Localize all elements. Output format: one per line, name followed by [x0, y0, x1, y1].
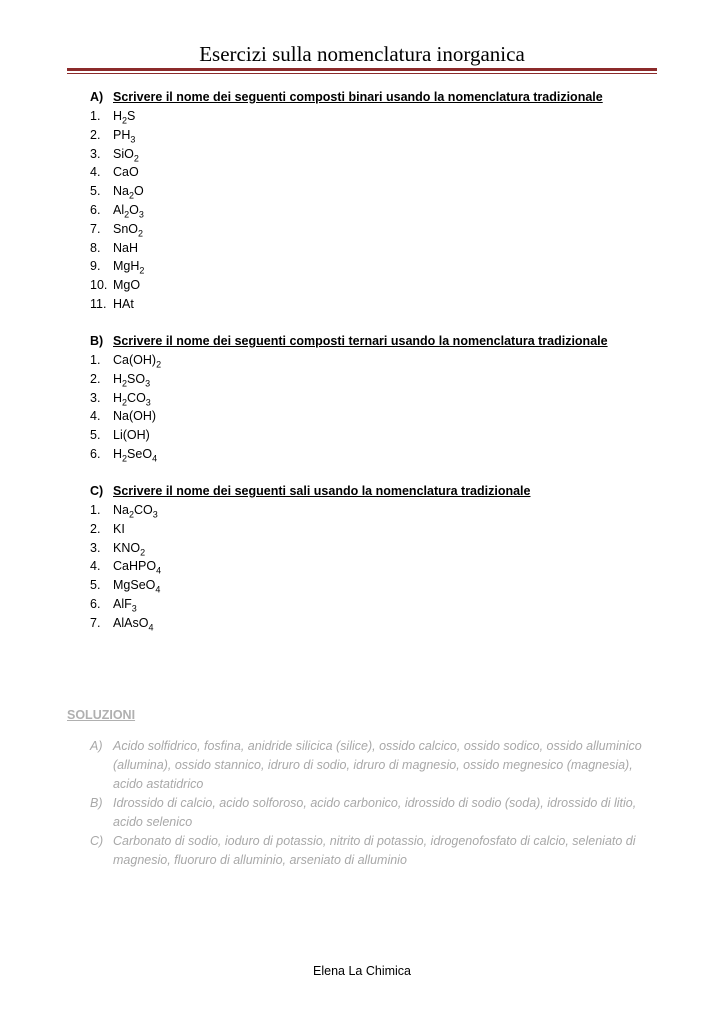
chemical-formula: Na(OH): [113, 409, 157, 424]
section-letter: A): [90, 90, 104, 104]
item-number: 2.: [90, 521, 101, 536]
solution-letter: C): [90, 834, 104, 848]
exercise-list: [90, 351, 690, 464]
item-number: 5.: [90, 184, 101, 199]
solution-letter: A): [90, 739, 103, 753]
exercise-item: [90, 220, 690, 239]
exercise-item: [90, 126, 690, 145]
header-rule-thin: [67, 73, 657, 74]
chemical-formula: MgO: [113, 278, 141, 293]
item-number: 8.: [90, 240, 101, 255]
chemical-formula: KI: [113, 521, 125, 536]
section-c: [90, 482, 690, 633]
solution-text: Carbonato di sodio, ioduro di potassio, nitrito di potassio, idrogenofosfato di calcio, seleniato di magnesio, fluoruro di alluminio, arseniato di alluminio: [113, 834, 636, 867]
section-letter: B): [90, 334, 104, 348]
chemical-formula: $H_2CO_3$: [113, 390, 151, 408]
item-number: 7.: [90, 221, 101, 236]
item-number: 6.: [90, 596, 101, 611]
item-number: 6.: [90, 202, 101, 217]
chemical-formula: $Na_2O$: [113, 184, 144, 201]
section-heading-text: Scrivere il nome dei seguenti composti ternari usando la nomenclatura tradizionale: [113, 334, 608, 348]
chemical-formula: $KNO_2$: [113, 540, 146, 558]
exercise-item: [90, 276, 690, 295]
item-number: 10.: [90, 278, 108, 293]
solution-item: [90, 794, 660, 832]
item-number: 7.: [90, 615, 101, 630]
chemical-formula: MgSeO$_4$: [113, 578, 161, 595]
exercise-item: [90, 595, 690, 614]
chemical-formula: CaO: [113, 165, 139, 180]
item-number: 4.: [90, 559, 101, 574]
item-number: 5.: [90, 578, 101, 593]
exercise-item: [90, 239, 690, 258]
exercise-item: [90, 257, 690, 276]
header-rule-thick: [67, 68, 657, 71]
solution-text: Idrossido di calcio, acido solforoso, acido carbonico, idrossido di sodio (soda), idrossido di litio, acido selenico: [113, 796, 637, 829]
item-number: 2.: [90, 127, 101, 142]
chemical-formula: $H_2S$: [113, 109, 136, 126]
exercise-item: [90, 426, 690, 445]
section-letter: C): [90, 484, 104, 498]
exercise-item: [90, 351, 690, 370]
page-title: Esercizi sulla nomenclatura inorganica: [199, 42, 525, 66]
item-number: 2.: [90, 371, 101, 386]
item-number: 6.: [90, 446, 101, 461]
item-number: 1.: [90, 503, 101, 517]
item-number: 4.: [90, 409, 101, 424]
section-heading: [90, 88, 690, 107]
exercise-item: [90, 295, 690, 314]
section-heading-text: Scrivere il nome dei seguenti composti binari usando la nomenclatura tradizionale: [113, 90, 603, 104]
exercise-item: [90, 445, 690, 464]
item-number: 4.: [90, 165, 101, 180]
chemical-formula: CaHPO$_4$: [113, 559, 162, 576]
section-a: [90, 88, 690, 314]
exercise-item: [90, 370, 690, 389]
chemical-formula: SiO$_2$: [113, 146, 139, 164]
chemical-formula: AlF$_3$: [113, 596, 137, 614]
exercise-item: [90, 501, 690, 520]
chemical-formula: MgH$_2$: [113, 259, 145, 276]
chemical-formula: SnO$_2$: [113, 221, 144, 239]
exercise-item: [90, 576, 690, 595]
exercise-item: [90, 557, 690, 576]
solution-item: [90, 737, 660, 794]
chemical-formula: $PH_3$: [113, 127, 136, 145]
item-number: 3.: [90, 390, 101, 405]
solutions-list: [90, 737, 660, 870]
item-number: 11.: [90, 296, 107, 311]
solution-text: Acido solfidrico, fosfina, anidride silicica (silice), ossido calcico, ossido sodico, ossido alluminico (allumina), ossido stannico, idruro di sodio, idruro di magnesio, ossido megnesico (magnesia), acido astatidrico: [113, 739, 642, 791]
exercise-item: [90, 145, 690, 164]
exercise-item: [90, 389, 690, 408]
solution-item: [90, 832, 660, 870]
item-number: 9.: [90, 259, 101, 274]
exercise-list: [90, 107, 690, 314]
chemical-formula: $Ca(OH)_2$: [113, 353, 162, 370]
item-number: 5.: [90, 428, 101, 443]
exercise-item: [90, 520, 690, 539]
section-heading: [90, 482, 690, 501]
item-number: 3.: [90, 540, 101, 555]
exercise-item: [90, 107, 690, 126]
section-b: [90, 332, 690, 464]
chemical-formula: HAt: [113, 296, 134, 311]
chemical-formula: $Al_2O_3$: [113, 202, 144, 220]
footer-author: Elena La Chimica: [313, 964, 411, 978]
chemical-formula: $Na_2CO_3$: [113, 503, 158, 520]
item-number: 1.: [90, 109, 101, 123]
exercise-item: [90, 539, 690, 558]
solution-letter: B): [90, 796, 103, 810]
chemical-formula: $H_2SeO_4$: [113, 446, 158, 464]
exercise-item: [90, 163, 690, 182]
chemical-formula: $H_2SO_3$: [113, 371, 151, 389]
section-heading-text: Scrivere il nome dei seguenti sali usando la nomenclatura tradizionale: [113, 484, 531, 498]
exercise-item: [90, 614, 690, 633]
chemical-formula: Li(OH): [113, 428, 150, 443]
section-heading: [90, 332, 690, 351]
exercise-item: [90, 201, 690, 220]
chemical-formula: NaH: [113, 240, 139, 255]
exercise-item: [90, 407, 690, 426]
item-number: 3.: [90, 146, 101, 161]
item-number: 1.: [90, 353, 101, 367]
exercise-item: [90, 182, 690, 201]
exercise-list: [90, 501, 690, 633]
solutions-title: SOLUZIONI: [67, 708, 136, 722]
chemical-formula: AlAsO$_4$: [113, 615, 154, 633]
